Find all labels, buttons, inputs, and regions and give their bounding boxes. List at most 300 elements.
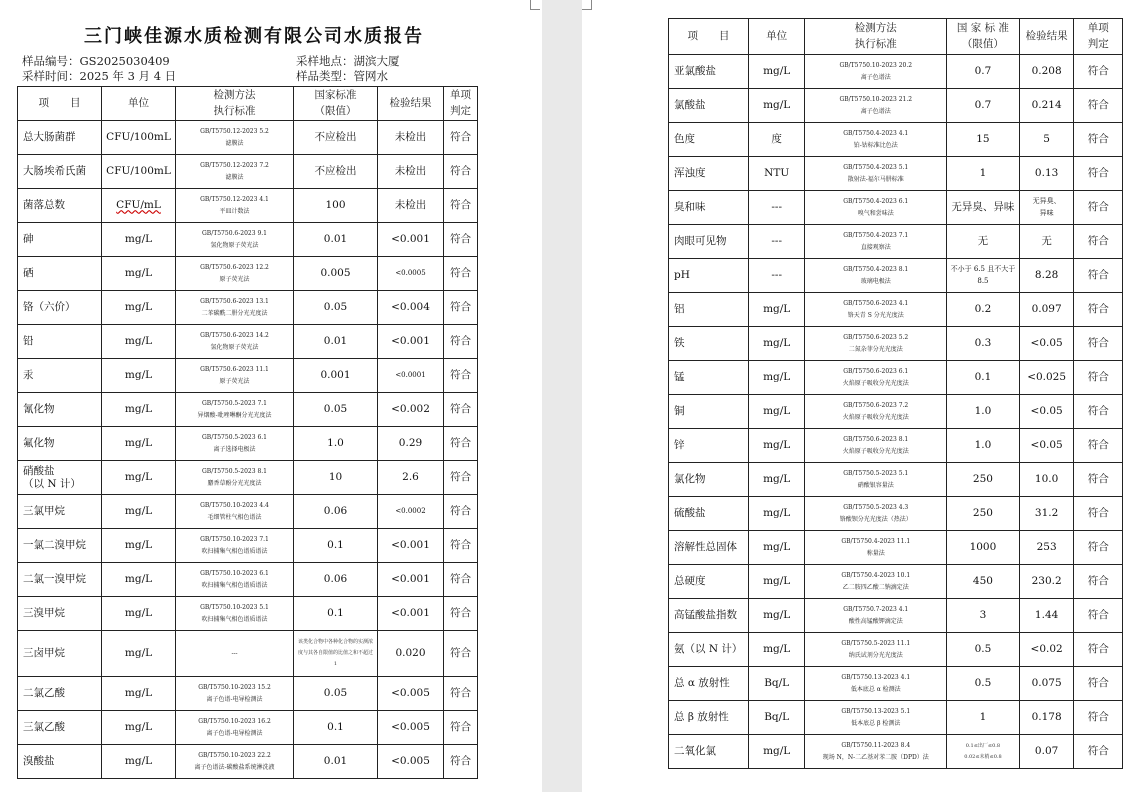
method-code: GB/T5750.6-2023 11.1 — [200, 366, 269, 374]
table-row — [18, 325, 478, 359]
item-name: 总 α 放射性 — [669, 667, 749, 701]
method-name: 嗅气和尝味法 — [857, 209, 894, 217]
test-result: <0.001 — [378, 563, 444, 597]
national-limit: 0.05 — [294, 393, 378, 427]
national-limit: 250 — [947, 497, 1020, 531]
method-code: GB/T5750.10-2023 4.4 — [200, 502, 269, 510]
unit: CFU/100mL — [102, 121, 176, 155]
judgement: 符合 — [1074, 327, 1123, 361]
national-limit: 0.05 — [294, 677, 378, 711]
method-name: 离子色谱法-碳酸盐系统淋洗液 — [194, 763, 275, 771]
method-name: 二氮杂菲分光光度法 — [848, 345, 903, 353]
method-code: GB/T5750.5-2023 4.3 — [843, 504, 909, 512]
test-result: <0.05 — [1019, 429, 1074, 463]
unit: mg/L — [102, 677, 176, 711]
sample-number: 样品编号：GS2025030409 — [22, 54, 170, 68]
method-code: GB/T5750.7-2023 4.1 — [843, 606, 909, 614]
test-result: 31.2 — [1019, 497, 1074, 531]
method-standard — [805, 327, 947, 361]
unit: --- — [748, 259, 805, 293]
item-name: 溴酸盐 — [18, 745, 102, 779]
national-limit: 3 — [947, 599, 1020, 633]
test-result: <0.05 — [1019, 327, 1074, 361]
judgement: 符合 — [1074, 633, 1123, 667]
national-limit: 1000 — [947, 531, 1020, 565]
table-row — [669, 667, 1123, 701]
method-code: GB/T5750.4-2023 6.1 — [843, 198, 909, 206]
table-row — [18, 745, 478, 779]
table-row — [669, 429, 1123, 463]
method-name: 低本底总 α 检测法 — [850, 685, 901, 693]
test-result: <0.05 — [1019, 395, 1074, 429]
item-name: 氯酸盐 — [669, 89, 749, 123]
method-standard — [176, 189, 294, 223]
national-limit: 0.01 — [294, 325, 378, 359]
method-code: GB/T5750.4-2023 4.1 — [843, 130, 909, 138]
judgement: 符合 — [1074, 463, 1123, 497]
table-row — [669, 497, 1123, 531]
method-standard — [176, 677, 294, 711]
unit: CFU/mL — [102, 189, 176, 223]
table-row — [669, 463, 1123, 497]
method-code: GB/T5750.10-2023 7.1 — [200, 536, 269, 544]
header-result: 检验结果 — [1019, 19, 1074, 55]
test-result: 0.214 — [1019, 89, 1074, 123]
test-result: 8.28 — [1019, 259, 1074, 293]
method-code: GB/T5750.10-2023 22.2 — [198, 752, 271, 760]
national-limit: 1.0 — [947, 395, 1020, 429]
judgement: 符合 — [1074, 55, 1123, 89]
national-limit: 0.1 — [294, 529, 378, 563]
unit: mg/L — [102, 325, 176, 359]
sample-place: 采样地点：湖滨大厦 — [296, 54, 400, 68]
judgement: 符合 — [444, 189, 478, 223]
method-code: GB/T5750.6-2023 5.2 — [843, 334, 909, 342]
method-standard — [805, 599, 947, 633]
national-limit: 无 — [947, 225, 1020, 259]
method-code: GB/T5750.12-2023 5.2 — [200, 128, 269, 136]
test-result: 0.075 — [1019, 667, 1074, 701]
item-name: 肉眼可见物 — [669, 225, 749, 259]
table-row — [18, 223, 478, 257]
method-standard — [805, 191, 947, 225]
method-standard — [176, 359, 294, 393]
test-result: 1.44 — [1019, 599, 1074, 633]
judgement: 符合 — [444, 745, 478, 779]
item-name: 亚氯酸盐 — [669, 55, 749, 89]
test-result: 0.29 — [378, 427, 444, 461]
method-standard — [176, 597, 294, 631]
table-row — [669, 123, 1123, 157]
method-name: 离子选择电极法 — [213, 445, 256, 453]
national-limit: 0.1 — [294, 597, 378, 631]
test-result: 未检出 — [378, 189, 444, 223]
header-standard: 国 家 标 准 （限值） — [947, 19, 1020, 55]
table-row — [669, 225, 1123, 259]
table-header-row — [669, 19, 1123, 55]
table-row — [18, 189, 478, 223]
method-name: 滤膜法 — [225, 173, 244, 181]
table-row — [18, 631, 478, 677]
table-row — [669, 531, 1123, 565]
unit: mg/L — [748, 735, 805, 769]
test-result: <0.004 — [378, 291, 444, 325]
judgement: 符合 — [444, 563, 478, 597]
judgement: 符合 — [1074, 293, 1123, 327]
method-standard — [176, 223, 294, 257]
table-row — [18, 427, 478, 461]
method-name: 铬天青 S 分光光度法 — [847, 311, 904, 319]
judgement: 符合 — [444, 325, 478, 359]
table-row — [669, 361, 1123, 395]
unit: mg/L — [102, 631, 176, 677]
table-row — [669, 701, 1123, 735]
table-row — [18, 359, 478, 393]
method-standard — [805, 123, 947, 157]
unit: mg/L — [102, 257, 176, 291]
national-limit: 0.5 — [947, 633, 1020, 667]
national-limit: 0.2 — [947, 293, 1020, 327]
sample-type: 样品类型：管网水 — [296, 69, 388, 83]
unit: mg/L — [102, 393, 176, 427]
national-limit: 10 — [294, 461, 378, 495]
national-limit: 0.7 — [947, 55, 1020, 89]
item-name: 溶解性总固体 — [669, 531, 749, 565]
method-code: GB/T5750.10-2023 21.2 — [839, 96, 913, 104]
method-name: 滤膜法 — [225, 139, 244, 147]
table-row — [669, 735, 1123, 769]
judgement: 符合 — [1074, 259, 1123, 293]
item-name: 硫酸盐 — [669, 497, 749, 531]
method-code: GB/T5750.13-2023 4.1 — [841, 674, 911, 682]
test-result: 5 — [1019, 123, 1074, 157]
item-name: 三溴甲烷 — [18, 597, 102, 631]
item-name: 砷 — [18, 223, 102, 257]
method-code: --- — [231, 649, 238, 657]
method-name: 平皿计数法 — [219, 207, 250, 215]
method-name: 吹扫捕集气相色谱质谱法 — [201, 615, 268, 623]
judgement: 符合 — [1074, 361, 1123, 395]
method-name: 铂-钴标准比色法 — [853, 141, 898, 149]
item-name: 铁 — [669, 327, 749, 361]
report-page-2 — [582, 0, 1139, 792]
judgement: 符合 — [1074, 395, 1123, 429]
method-standard — [805, 89, 947, 123]
table-row — [669, 89, 1123, 123]
unit: mg/L — [102, 291, 176, 325]
judgement: 符合 — [1074, 497, 1123, 531]
method-standard — [176, 529, 294, 563]
method-code: GB/T5750.5-2023 7.1 — [202, 400, 267, 408]
method-name: 现场 N，N-二乙基对苯二胺（DPD）法 — [822, 753, 929, 761]
national-limit: 450 — [947, 565, 1020, 599]
judgement: 符合 — [444, 155, 478, 189]
item-name: 锌 — [669, 429, 749, 463]
header-judgement: 单项 判定 — [444, 87, 478, 121]
unit: mg/L — [102, 427, 176, 461]
test-result: 0.208 — [1019, 55, 1074, 89]
method-name: 火焰原子吸收分光光度法 — [842, 413, 909, 421]
judgement: 符合 — [1074, 667, 1123, 701]
item-name: 二氧化氯 — [669, 735, 749, 769]
method-standard — [805, 429, 947, 463]
method-name: 氢化物原子荧光法 — [210, 343, 259, 351]
method-standard — [805, 531, 947, 565]
judgement: 符合 — [444, 495, 478, 529]
method-code: GB/T5750.6-2023 14.2 — [200, 332, 269, 340]
national-limit: 0.1≤出厂≤0.8 0.02≤末梢≤0.8 — [947, 735, 1020, 769]
test-result: 无 — [1019, 225, 1074, 259]
national-limit: 0.001 — [294, 359, 378, 393]
table-row — [669, 395, 1123, 429]
method-name: 硝酸银容量法 — [857, 481, 894, 489]
judgement: 符合 — [444, 223, 478, 257]
test-result: <0.0001 — [378, 359, 444, 393]
method-standard — [176, 631, 294, 677]
method-name: 二苯碳酰二肼分光光度法 — [201, 309, 268, 317]
method-standard — [176, 563, 294, 597]
national-limit: 0.06 — [294, 495, 378, 529]
method-standard — [805, 565, 947, 599]
header-unit: 单位 — [102, 87, 176, 121]
test-result: <0.002 — [378, 393, 444, 427]
method-name: 毛细管柱气相色谱法 — [207, 513, 262, 521]
national-limit: 0.3 — [947, 327, 1020, 361]
test-result: 0.097 — [1019, 293, 1074, 327]
method-standard — [805, 735, 947, 769]
page-corner-mark — [530, 0, 540, 10]
method-name: 称量法 — [866, 549, 885, 557]
unit: --- — [748, 191, 805, 225]
method-code: GB/T5750.10-2023 20.2 — [839, 62, 913, 70]
test-result: <0.005 — [378, 711, 444, 745]
national-limit: 该类化合物中各种化合物的实测浓度与其各自限值的比值之和不超过 1 — [294, 631, 378, 677]
method-name: 吹扫捕集气相色谱质谱法 — [201, 547, 268, 555]
test-result: <0.001 — [378, 529, 444, 563]
unit: mg/L — [748, 497, 805, 531]
unit: mg/L — [748, 429, 805, 463]
unit: mg/L — [748, 361, 805, 395]
table-header-row — [18, 87, 478, 121]
method-code: GB/T5750.6-2023 7.2 — [843, 402, 909, 410]
unit: Bq/L — [748, 667, 805, 701]
item-name: 铝 — [669, 293, 749, 327]
unit: mg/L — [102, 495, 176, 529]
item-name: 高锰酸盐指数 — [669, 599, 749, 633]
table-row — [669, 55, 1123, 89]
table-row — [18, 563, 478, 597]
national-limit: 0.005 — [294, 257, 378, 291]
method-name: 氢化物原子荧光法 — [210, 241, 259, 249]
method-name: 火焰原子吸收分光光度法 — [842, 379, 909, 387]
method-standard — [805, 361, 947, 395]
item-name: 氟化物 — [18, 427, 102, 461]
method-name: 离子色谱法 — [860, 73, 891, 81]
table-row — [669, 191, 1123, 225]
table-row — [669, 293, 1123, 327]
test-result: <0.005 — [378, 677, 444, 711]
method-name: 低本底总 β 检测法 — [851, 719, 901, 727]
method-name: 麝香草酚分光光度法 — [207, 479, 262, 487]
unit: 度 — [748, 123, 805, 157]
method-code: GB/T5750.5-2023 5.1 — [843, 470, 909, 478]
method-code: GB/T5750.10-2023 5.1 — [200, 604, 269, 612]
method-standard — [805, 395, 947, 429]
test-result: <0.0002 — [378, 495, 444, 529]
results-table-left — [17, 86, 478, 779]
judgement: 符合 — [1074, 89, 1123, 123]
item-name: 三氯乙酸 — [18, 711, 102, 745]
item-name: 总硬度 — [669, 565, 749, 599]
unit: mg/L — [102, 359, 176, 393]
method-code: GB/T5750.5-2023 11.1 — [841, 640, 911, 648]
national-limit: 0.7 — [947, 89, 1020, 123]
method-code: GB/T5750.4-2023 11.1 — [841, 538, 911, 546]
method-name: 铬酸钡分光光度法（热法） — [839, 515, 912, 523]
method-name: 原子荧光法 — [219, 275, 250, 283]
judgement: 符合 — [444, 461, 478, 495]
test-result: 10.0 — [1019, 463, 1074, 497]
item-name: 总大肠菌群 — [18, 121, 102, 155]
test-result: 未检出 — [378, 155, 444, 189]
table-row — [669, 259, 1123, 293]
method-standard — [805, 701, 947, 735]
judgement: 符合 — [444, 257, 478, 291]
judgement: 符合 — [1074, 599, 1123, 633]
unit: mg/L — [748, 89, 805, 123]
judgement: 符合 — [1074, 225, 1123, 259]
method-code: GB/T5750.6-2023 9.1 — [202, 230, 267, 238]
header-item: 项 目 — [18, 87, 102, 121]
unit: mg/L — [748, 395, 805, 429]
method-code: GB/T5750.10-2023 6.1 — [200, 570, 269, 578]
item-name: 一氯二溴甲烷 — [18, 529, 102, 563]
judgement: 符合 — [444, 121, 478, 155]
item-name: 三氯甲烷 — [18, 495, 102, 529]
method-standard — [805, 463, 947, 497]
judgement: 符合 — [444, 427, 478, 461]
table-row — [669, 633, 1123, 667]
unit: mg/L — [102, 223, 176, 257]
item-name: 菌落总数 — [18, 189, 102, 223]
table-row — [18, 121, 478, 155]
method-code: GB/T5750.4-2023 8.1 — [843, 266, 909, 274]
unit: mg/L — [102, 597, 176, 631]
table-row — [18, 155, 478, 189]
unit: mg/L — [102, 563, 176, 597]
table-row — [669, 565, 1123, 599]
item-name: pH — [669, 259, 749, 293]
method-name: 离子色谱-电导检测法 — [206, 729, 263, 737]
report-title: 三门峡佳源水质检测有限公司水质报告 — [84, 26, 424, 47]
judgement: 符合 — [1074, 123, 1123, 157]
national-limit: 无异臭、异味 — [947, 191, 1020, 225]
method-standard — [805, 497, 947, 531]
unit: mg/L — [748, 327, 805, 361]
test-result: 0.020 — [378, 631, 444, 677]
method-name: 乙二胺四乙酸二钠滴定法 — [842, 583, 909, 591]
method-name: 原子荧光法 — [219, 377, 250, 385]
test-result: 0.13 — [1019, 157, 1074, 191]
national-limit: 不小于 6.5 且不大于 8.5 — [947, 259, 1020, 293]
test-result: 未检出 — [378, 121, 444, 155]
method-name: 异烟酸-吡唑啉酮分光光度法 — [197, 411, 272, 419]
table-row — [669, 599, 1123, 633]
test-result: 无异臭、 异味 — [1019, 191, 1074, 225]
table-row — [669, 327, 1123, 361]
judgement: 符合 — [444, 529, 478, 563]
method-standard — [176, 257, 294, 291]
header-method: 检测方法 执行标准 — [805, 19, 947, 55]
national-limit: 0.05 — [294, 291, 378, 325]
header-result: 检验结果 — [378, 87, 444, 121]
method-standard — [176, 393, 294, 427]
method-code: GB/T5750.12-2023 7.2 — [200, 162, 269, 170]
method-name: 玻璃电极法 — [860, 277, 891, 285]
method-name: 酸性高锰酸钾滴定法 — [848, 617, 903, 625]
method-code: GB/T5750.6-2023 13.1 — [200, 298, 269, 306]
header-judgement: 单项 判定 — [1074, 19, 1123, 55]
method-code: GB/T5750.10-2023 15.2 — [198, 684, 271, 692]
test-result: <0.001 — [378, 597, 444, 631]
judgement: 符合 — [1074, 157, 1123, 191]
judgement: 符合 — [1074, 429, 1123, 463]
table-row — [18, 393, 478, 427]
unit: mg/L — [102, 529, 176, 563]
item-name: 硒 — [18, 257, 102, 291]
unit: CFU/100mL — [102, 155, 176, 189]
national-limit: 1 — [947, 701, 1020, 735]
test-result: 0.178 — [1019, 701, 1074, 735]
method-code: GB/T5750.4-2023 5.1 — [843, 164, 909, 172]
method-name: 火焰原子吸收分光光度法 — [842, 447, 909, 455]
method-standard — [805, 259, 947, 293]
item-name: 锰 — [669, 361, 749, 395]
method-code: GB/T5750.6-2023 4.1 — [843, 300, 909, 308]
judgement: 符合 — [1074, 565, 1123, 599]
method-code: GB/T5750.10-2023 16.2 — [198, 718, 271, 726]
item-name: 硝酸盐 （以 N 计） — [18, 461, 102, 495]
method-name: 散射法-福尔马肼标准 — [847, 175, 904, 183]
header-method: 检测方法 执行标准 — [176, 87, 294, 121]
method-name: 纳氏试剂分光光度法 — [848, 651, 903, 659]
test-result: <0.02 — [1019, 633, 1074, 667]
method-standard — [176, 427, 294, 461]
method-standard — [176, 325, 294, 359]
national-limit: 0.1 — [947, 361, 1020, 395]
item-name: 氯化物 — [669, 463, 749, 497]
test-result: 230.2 — [1019, 565, 1074, 599]
item-name: 铬（六价） — [18, 291, 102, 325]
table-row — [18, 597, 478, 631]
item-name: 三卤甲烷 — [18, 631, 102, 677]
method-standard — [176, 155, 294, 189]
method-code: GB/T5750.13-2023 5.1 — [841, 708, 911, 716]
item-name: 铅 — [18, 325, 102, 359]
table-row — [18, 529, 478, 563]
method-name: 离子色谱法 — [860, 107, 891, 115]
method-code: GB/T5750.6-2023 8.1 — [843, 436, 909, 444]
item-name: 氰化物 — [18, 393, 102, 427]
unit: mg/L — [748, 599, 805, 633]
test-result: 0.07 — [1019, 735, 1074, 769]
unit: mg/L — [748, 293, 805, 327]
method-name: 直接观察法 — [860, 243, 891, 251]
judgement: 符合 — [444, 597, 478, 631]
method-standard — [176, 745, 294, 779]
method-code: GB/T5750.11-2023 8.4 — [841, 742, 911, 750]
method-standard — [805, 667, 947, 701]
